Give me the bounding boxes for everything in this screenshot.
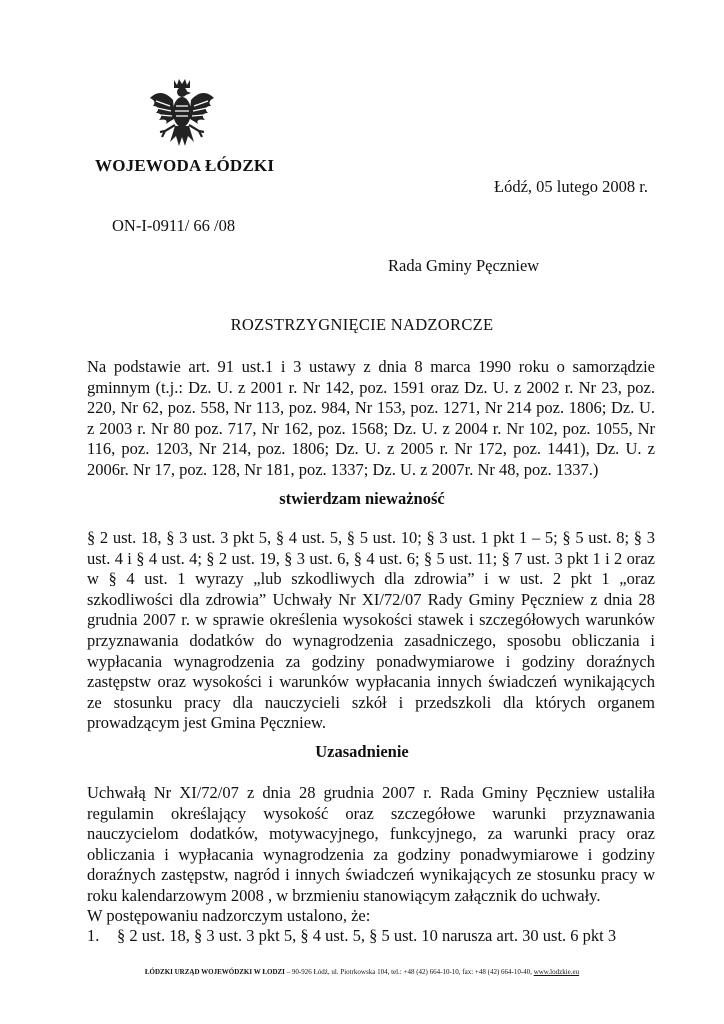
footer-organization: ŁÓDZKI URZĄD WOJEWÓDZKI W ŁODZI (144, 968, 285, 976)
polish-eagle-emblem-icon (148, 76, 216, 152)
document-title: ROZSTRZYGNIĘCIE NADZORCZE (230, 315, 494, 334)
issuer-name: WOJEWODA ŁÓDZKI (95, 156, 275, 175)
scope-paragraph: § 2 ust. 18, § 3 ust. 3 pkt 5, § 4 ust. 5, § 5 ust. 10; § 3 ust. 1 pkt 1 – 5; § 5 ust. 8; § 3 ust. 4 i § 4 ust. 4; § 2 ust. 19, § 3 ust. 6, § 4 ust. 6; § 5 ust. 11; § 7 ust. 3 pkt 1 i 2 oraz w § 4 ust. 1 wyrazy „lub szkodliwych dla zdrowia” i w ust. 2 pkt 1 „oraz szkodliwości dla zdrowia” Uchwały Nr XI/72/07 Rady Gminy Pęczniew z dnia 28 grudnia 2007 r. w sprawie określenia wysokości stawek i szczegółowych warunków przyznawania dodatków do wynagrodzenia zasadniczego, sposobu obliczania i wypłacania wynagrodzenia za godziny ponadwymiarowe i godziny doraźnych zastępstw oraz wysokości i warunków wypłacania innych świadczeń wynikających ze stosunku pracy dla nauczycieli szkół i przedszkoli dla których organem prowadzącym jest Gmina Pęczniew. (87, 528, 655, 733)
page-footer (0, 968, 724, 976)
legal-basis-paragraph: Na podstawie art. 91 ust.1 i 3 ustawy z dnia 8 marca 1990 roku o samorządzie gminnym (t.j.: Dz. U. z 2001 r. Nr 142, poz. 1591 oraz Dz. U. z 2002 r. Nr 23, poz. 220, Nr 62, poz. 558, Nr 113, poz. 984, Nr 153, poz. 1271, Nr 214 poz. 1806; Dz. U. z 2003 r. Nr 80 poz. 717, Nr 162, poz. 1568; Dz. U. z 2004 r. Nr 102, poz. 1055, Nr 116, poz. 1203, Nr 214, poz. 1806; Dz. U. z 2005 r. Nr 172, poz. 1441), Dz. U. z 2006r. Nr 17, poz. 128, Nr 181, poz. 1337; Dz. U. z 2007r. Nr 48, poz. 1337.) (87, 357, 655, 479)
justification-heading: Uzasadnienie (315, 742, 409, 761)
finding-item-1 (87, 926, 655, 946)
reference-number: ON-I-0911/ 66 /08 (112, 216, 236, 235)
decision-heading: stwierdzam nieważność (279, 489, 445, 508)
addressee: Rada Gminy Pęczniew (388, 256, 540, 275)
finding-item-text: § 2 ust. 18, § 3 ust. 3 pkt 5, § 4 ust. 5, § 5 ust. 10 narusza art. 30 ust. 6 pkt 3 (117, 926, 617, 945)
footer-address: – 90-926 Łódź, ul. Piotrkowska 104, tel.: +48 (42) 664-10-10, fax: +48 (42) 664-10-40, (284, 968, 534, 976)
justification-paragraph: Uchwałą Nr XI/72/07 z dnia 28 grudnia 2007 r. Rada Gminy Pęczniew ustaliła regulamin określający wysokość oraz szczegółowe warunki przyznawania nauczycielom dodatków, motywacyjnego, funkcyjnego, za warunki pracy oraz obliczania i wypłacania wynagrodzenia za godziny ponadwymiarowe i godziny doraźnych zastępstw, nagród i innych świadczeń wynikających ze stosunku pracy w roku kalendarzowym 2008 , w brzmieniu stanowiącym załącznik do uchwały. (87, 783, 655, 905)
finding-item-number: 1. (87, 926, 100, 945)
findings-intro: W postępowaniu nadzorczym ustalono, że: (87, 906, 371, 925)
place-and-date: Łódź, 05 lutego 2008 r. (494, 177, 648, 196)
footer-website-link[interactable]: www.lodzkie.eu (533, 968, 580, 976)
